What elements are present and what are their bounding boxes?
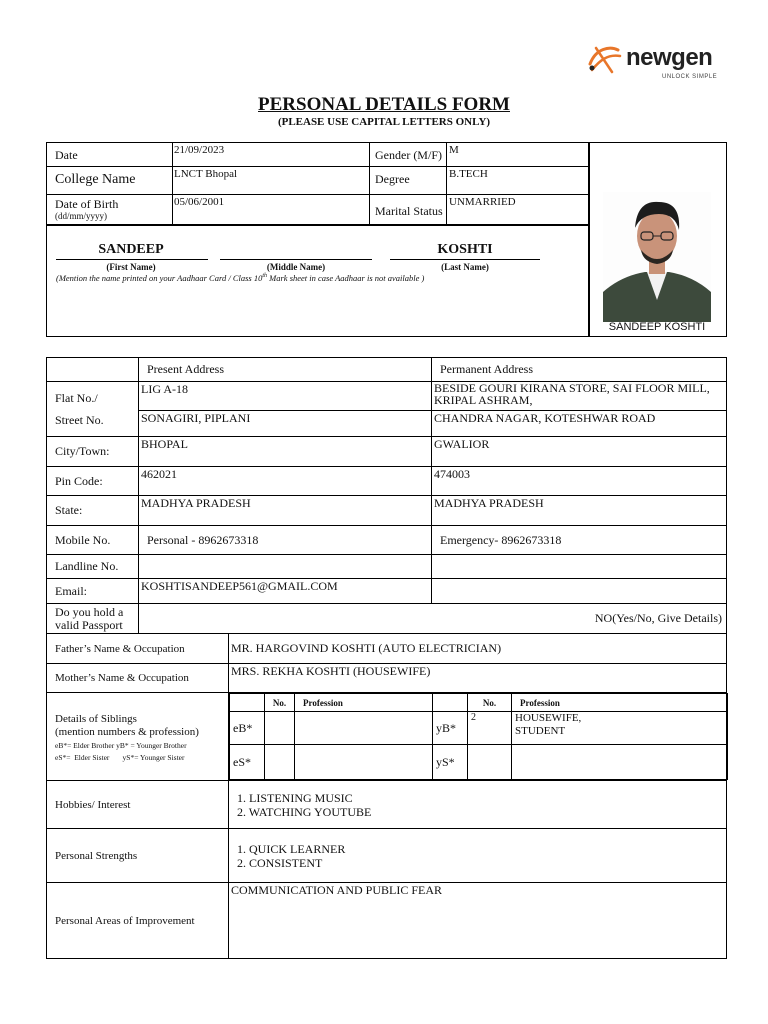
strengths-label: Personal Strengths — [47, 829, 229, 883]
date-label: Date — [55, 148, 78, 162]
siblings-profession-header: Profession — [295, 694, 433, 712]
degree-label: Degree — [375, 172, 410, 186]
form-subtitle: (PLEASE USE CAPITAL LETTERS ONLY) — [277, 116, 491, 128]
passport-field[interactable]: NO(Yes/No, Give Details) — [139, 604, 727, 634]
mobile-label: Mobile No. — [47, 526, 139, 555]
permanent-street-field[interactable]: CHANDRA NAGAR, KOTESHWAR ROAD — [432, 411, 727, 437]
name-note: (Mention the name printed on your Aadhaar Card / Class 10th Mark sheet in case Aadhaar is not available ) — [56, 273, 425, 283]
present-flat-field[interactable]: LIG A-18 — [139, 382, 432, 411]
middle-name-label: (Middle Name) — [266, 262, 326, 272]
mother-label: Mother’s Name & Occupation — [47, 664, 229, 693]
siblings-no-header-2: No. — [468, 694, 512, 712]
permanent-flat-field[interactable]: BESIDE GOURI KIRANA STORE, SAI FLOOR MILL, KRIPAL ASHRAM, — [432, 382, 727, 411]
permanent-pin-field[interactable]: 474003 — [432, 467, 727, 496]
logo-tagline: UNLOCK SIMPLE — [662, 74, 718, 80]
landline-label: Landline No. — [47, 555, 139, 579]
mobile-emergency-field[interactable]: Emergency- 8962673318 — [432, 526, 727, 555]
first-name-label: (First Name) — [106, 262, 156, 272]
strengths-field[interactable]: 1. QUICK LEARNER 2. CONSISTENT — [229, 829, 727, 883]
elder-sister-label: eS* — [230, 745, 265, 780]
siblings-no-header: No. — [265, 694, 295, 712]
permanent-landline-field[interactable] — [432, 555, 727, 579]
improvement-label: Personal Areas of Improvement — [47, 883, 229, 959]
profile-photo — [603, 192, 711, 322]
younger-sister-profession-field[interactable] — [512, 745, 728, 780]
present-address-header: Present Address — [139, 358, 432, 382]
blank-header — [47, 358, 139, 382]
younger-brother-profession-field[interactable]: HOUSEWIFE, STUDENT — [512, 712, 728, 745]
college-field[interactable]: LNCT Bhopal — [174, 168, 238, 180]
elder-sister-profession-field[interactable] — [295, 745, 433, 780]
siblings-profession-header-2: Profession — [512, 694, 728, 712]
present-city-field[interactable]: BHOPAL — [139, 437, 432, 467]
state-label: State: — [47, 496, 139, 526]
elder-brother-label: eB* — [230, 712, 265, 745]
newgen-swirl-icon — [586, 42, 624, 76]
elder-sister-no-field[interactable] — [265, 745, 295, 780]
degree-field[interactable]: B.TECH — [449, 168, 488, 180]
hobbies-field[interactable]: 1. LISTENING MUSIC 2. WATCHING YOUTUBE — [229, 781, 727, 829]
dob-field[interactable]: 05/06/2001 — [174, 196, 225, 208]
permanent-address-header: Permanent Address — [432, 358, 727, 382]
college-label: College Name — [55, 172, 136, 187]
email-field-2[interactable] — [432, 579, 727, 604]
mother-field[interactable]: MRS. REKHA KOSHTI (HOUSEWIFE) — [229, 664, 727, 693]
email-label: Email: — [47, 579, 139, 604]
date-field[interactable]: 21/09/2023 — [174, 144, 225, 156]
photo-caption: SANDEEP KOSHTI — [608, 321, 706, 333]
present-state-field[interactable]: MADHYA PRADESH — [139, 496, 432, 526]
father-label: Father’s Name & Occupation — [47, 634, 229, 664]
passport-label: Do you hold a valid Passport — [47, 604, 139, 634]
gender-field[interactable]: M — [449, 144, 459, 156]
younger-brother-label: yB* — [433, 712, 468, 745]
siblings-grid — [229, 693, 727, 781]
marital-field[interactable]: UNMARRIED — [449, 196, 516, 208]
last-name-field[interactable]: KOSHTI — [437, 242, 493, 257]
dob-label: Date of Birth — [55, 197, 119, 211]
elder-brother-profession-field[interactable] — [295, 712, 433, 745]
present-pin-field[interactable]: 462021 — [139, 467, 432, 496]
gender-label: Gender (M/F) — [375, 148, 442, 162]
present-landline-field[interactable] — [139, 555, 432, 579]
hobbies-label: Hobbies/ Interest — [47, 781, 229, 829]
father-field[interactable]: MR. HARGOVIND KOSHTI (AUTO ELECTRICIAN) — [229, 634, 727, 664]
younger-sister-no-field[interactable] — [468, 745, 512, 780]
younger-brother-no-field[interactable]: 2 — [468, 712, 512, 745]
permanent-state-field[interactable]: MADHYA PRADESH — [432, 496, 727, 526]
flat-street-label: Flat No./ Street No. — [47, 382, 139, 437]
pin-label: Pin Code: — [47, 467, 139, 496]
present-street-field[interactable]: SONAGIRI, PIPLANI — [139, 411, 432, 437]
permanent-city-field[interactable]: GWALIOR — [432, 437, 727, 467]
logo-brand: newgen — [626, 44, 713, 71]
details-table — [46, 357, 727, 959]
email-field[interactable]: KOSHTISANDEEP561@GMAIL.COM — [139, 579, 432, 604]
newgen-logo — [586, 40, 726, 84]
improvement-field[interactable]: COMMUNICATION AND PUBLIC FEAR — [229, 883, 727, 959]
first-name-field[interactable]: SANDEEP — [98, 242, 164, 257]
siblings-label: Details of Siblings (mention numbers & profession) eB*= Elder Brother yB* = Younger Brother eS*= Elder Sister yS*= Younger Sister — [47, 693, 229, 781]
elder-brother-no-field[interactable] — [265, 712, 295, 745]
city-label: City/Town: — [47, 437, 139, 467]
last-name-label: (Last Name) — [441, 262, 489, 272]
mobile-personal-field[interactable]: Personal - 8962673318 — [139, 526, 432, 555]
younger-sister-label: yS* — [433, 745, 468, 780]
form-title: PERSONAL DETAILS FORM — [258, 94, 510, 115]
marital-label: Marital Status — [375, 204, 443, 218]
dob-format: (dd/mm/yyyy) — [55, 211, 107, 221]
